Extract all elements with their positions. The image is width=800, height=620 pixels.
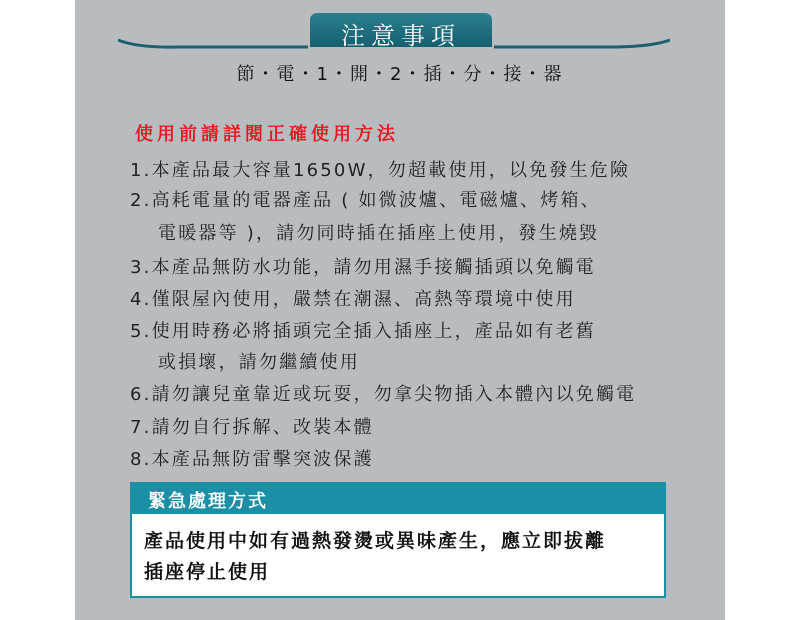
- notice-item-5-continued: 或損壞，請勿繼續使用: [158, 352, 360, 373]
- emergency-box: [130, 482, 666, 598]
- page-title: 注意事項: [341, 22, 461, 50]
- emergency-line-1: 產品使用中如有過熱發燙或異味產生，應立即拔離: [144, 530, 607, 552]
- notice-item-1: 1.本產品最大容量1650W，勿超載使用，以免發生危險: [130, 160, 631, 181]
- notice-item-2-continued: 電暖器等 )，請勿同時插在插座上使用，發生燒毀: [158, 223, 600, 244]
- notice-item-8: 8.本產品無防雷擊突波保護: [130, 449, 374, 470]
- notice-item-5: 5.使用時務必將插頭完全插入插座上，產品如有老舊: [130, 321, 596, 342]
- emergency-line-2: 插座停止使用: [144, 561, 271, 583]
- emergency-instructions: [144, 526, 654, 588]
- notice-item-6: 6.請勿讓兒童靠近或玩耍，勿拿尖物插入本體內以免觸電: [130, 384, 637, 405]
- notice-item-3: 3.本產品無防水功能，請勿用濕手接觸插頭以免觸電: [130, 257, 596, 278]
- emergency-title: 緊急處理方式: [148, 491, 268, 512]
- warning-heading: 使用前請詳閱正確使用方法: [135, 124, 399, 145]
- notice-item-2: 2.高耗電量的電器產品 ( 如微波爐、電磁爐、烤箱、: [130, 190, 601, 211]
- notice-item-4: 4.僅限屋內使用，嚴禁在潮濕、高熱等環境中使用: [130, 289, 576, 310]
- product-subtitle: 節・電・1・開・2・插・分・接・器: [236, 64, 564, 85]
- notice-item-7: 7.請勿自行拆解、改裝本體: [130, 417, 374, 438]
- emergency-header-bar: [132, 484, 664, 514]
